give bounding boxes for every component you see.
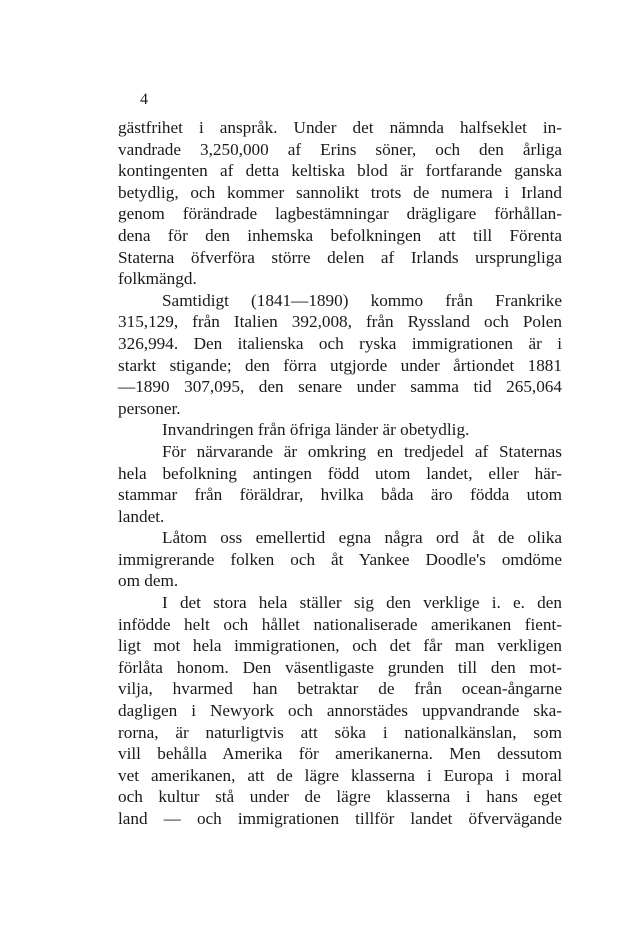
text-line: förlåta honom. Den väsentligaste grunden till den mot- <box>118 657 562 677</box>
text-line: folkmängd. <box>118 269 197 289</box>
text-line: om dem. <box>118 571 179 591</box>
text-line: —1890 307,095, den senare under samma tid 265,064 <box>118 377 562 397</box>
text-line: Staterna öfverföra större delen af Irlands ursprungliga <box>118 247 562 267</box>
text-line: starkt stigande; den förra utgjorde under årtiondet 1881 <box>118 355 562 375</box>
text-line: Samtidigt (1841—1890) kommo från Frankrike <box>162 290 562 310</box>
text-line: dagligen i Newyork och annorstädes uppvandrande ska- <box>118 701 562 721</box>
text-line: dena för den inhemska befolkningen att till Förenta <box>118 225 562 245</box>
text-line: och kultur stå under de lägre klasserna i hans eget <box>118 787 562 807</box>
text-line: Invandringen från öfriga länder är obetydlig. <box>162 420 470 440</box>
paragraph <box>118 527 562 592</box>
page-number: 4 <box>140 91 148 108</box>
text-line: personer. <box>118 398 181 418</box>
text-line: vet amerikanen, att de lägre klasserna i Europa i moral <box>118 765 562 785</box>
text-line: land — och immigrationen tillför landet öfvervägande <box>118 809 562 828</box>
text-line: 315,129, från Italien 392,008, från Ryssland och Polen <box>118 312 562 332</box>
text-line: vill behålla Amerika för amerikanerna. Men dessutom <box>118 744 562 764</box>
paragraph <box>118 592 562 830</box>
paragraph <box>118 117 562 290</box>
body-text <box>118 117 562 830</box>
text-line: rorna, är naturligtvis att söka i nationalkänslan, som <box>118 722 562 742</box>
text-line: 326,994. Den italienska och ryska immigrationen är i <box>118 333 562 353</box>
paragraph <box>118 290 562 420</box>
text-line: Låtom oss emellertid egna några ord åt de olika <box>162 528 562 548</box>
text-line: I det stora hela ställer sig den verklige i. e. den <box>162 593 562 613</box>
text-line: ligt mot hela immigrationen, och det får man verkligen <box>118 636 562 656</box>
text-line: hela befolkning antingen född utom landet, eller här- <box>118 463 562 483</box>
text-line: betydlig, och kommer sannolikt trots de numera i Irland <box>118 182 562 202</box>
paragraph <box>118 441 562 527</box>
text-line: kontingenten af detta keltiska blod är fortfarande ganska <box>118 161 562 181</box>
text-line: stammar från föräldrar, hvilka båda äro födda utom <box>118 485 562 505</box>
text-line: infödde helt och hållet nationaliserade amerikanen fient- <box>118 614 562 634</box>
text-line: landet. <box>118 506 165 526</box>
text-line: gästfrihet i anspråk. Under det nämnda halfseklet in- <box>118 118 562 137</box>
text-line: vandrade 3,250,000 af Erins söner, och den årliga <box>118 139 562 159</box>
text-line: vilja, hvarmed han betraktar de från ocean-ångarne <box>118 679 562 699</box>
text-line: För närvarande är omkring en tredjedel af Staternas <box>162 441 562 461</box>
paragraph <box>118 419 562 441</box>
text-line: genom förändrade lagbestämningar drägligare förhållan- <box>118 204 562 224</box>
text-line: immigrerande folken och åt Yankee Doodle's omdöme <box>118 549 562 569</box>
